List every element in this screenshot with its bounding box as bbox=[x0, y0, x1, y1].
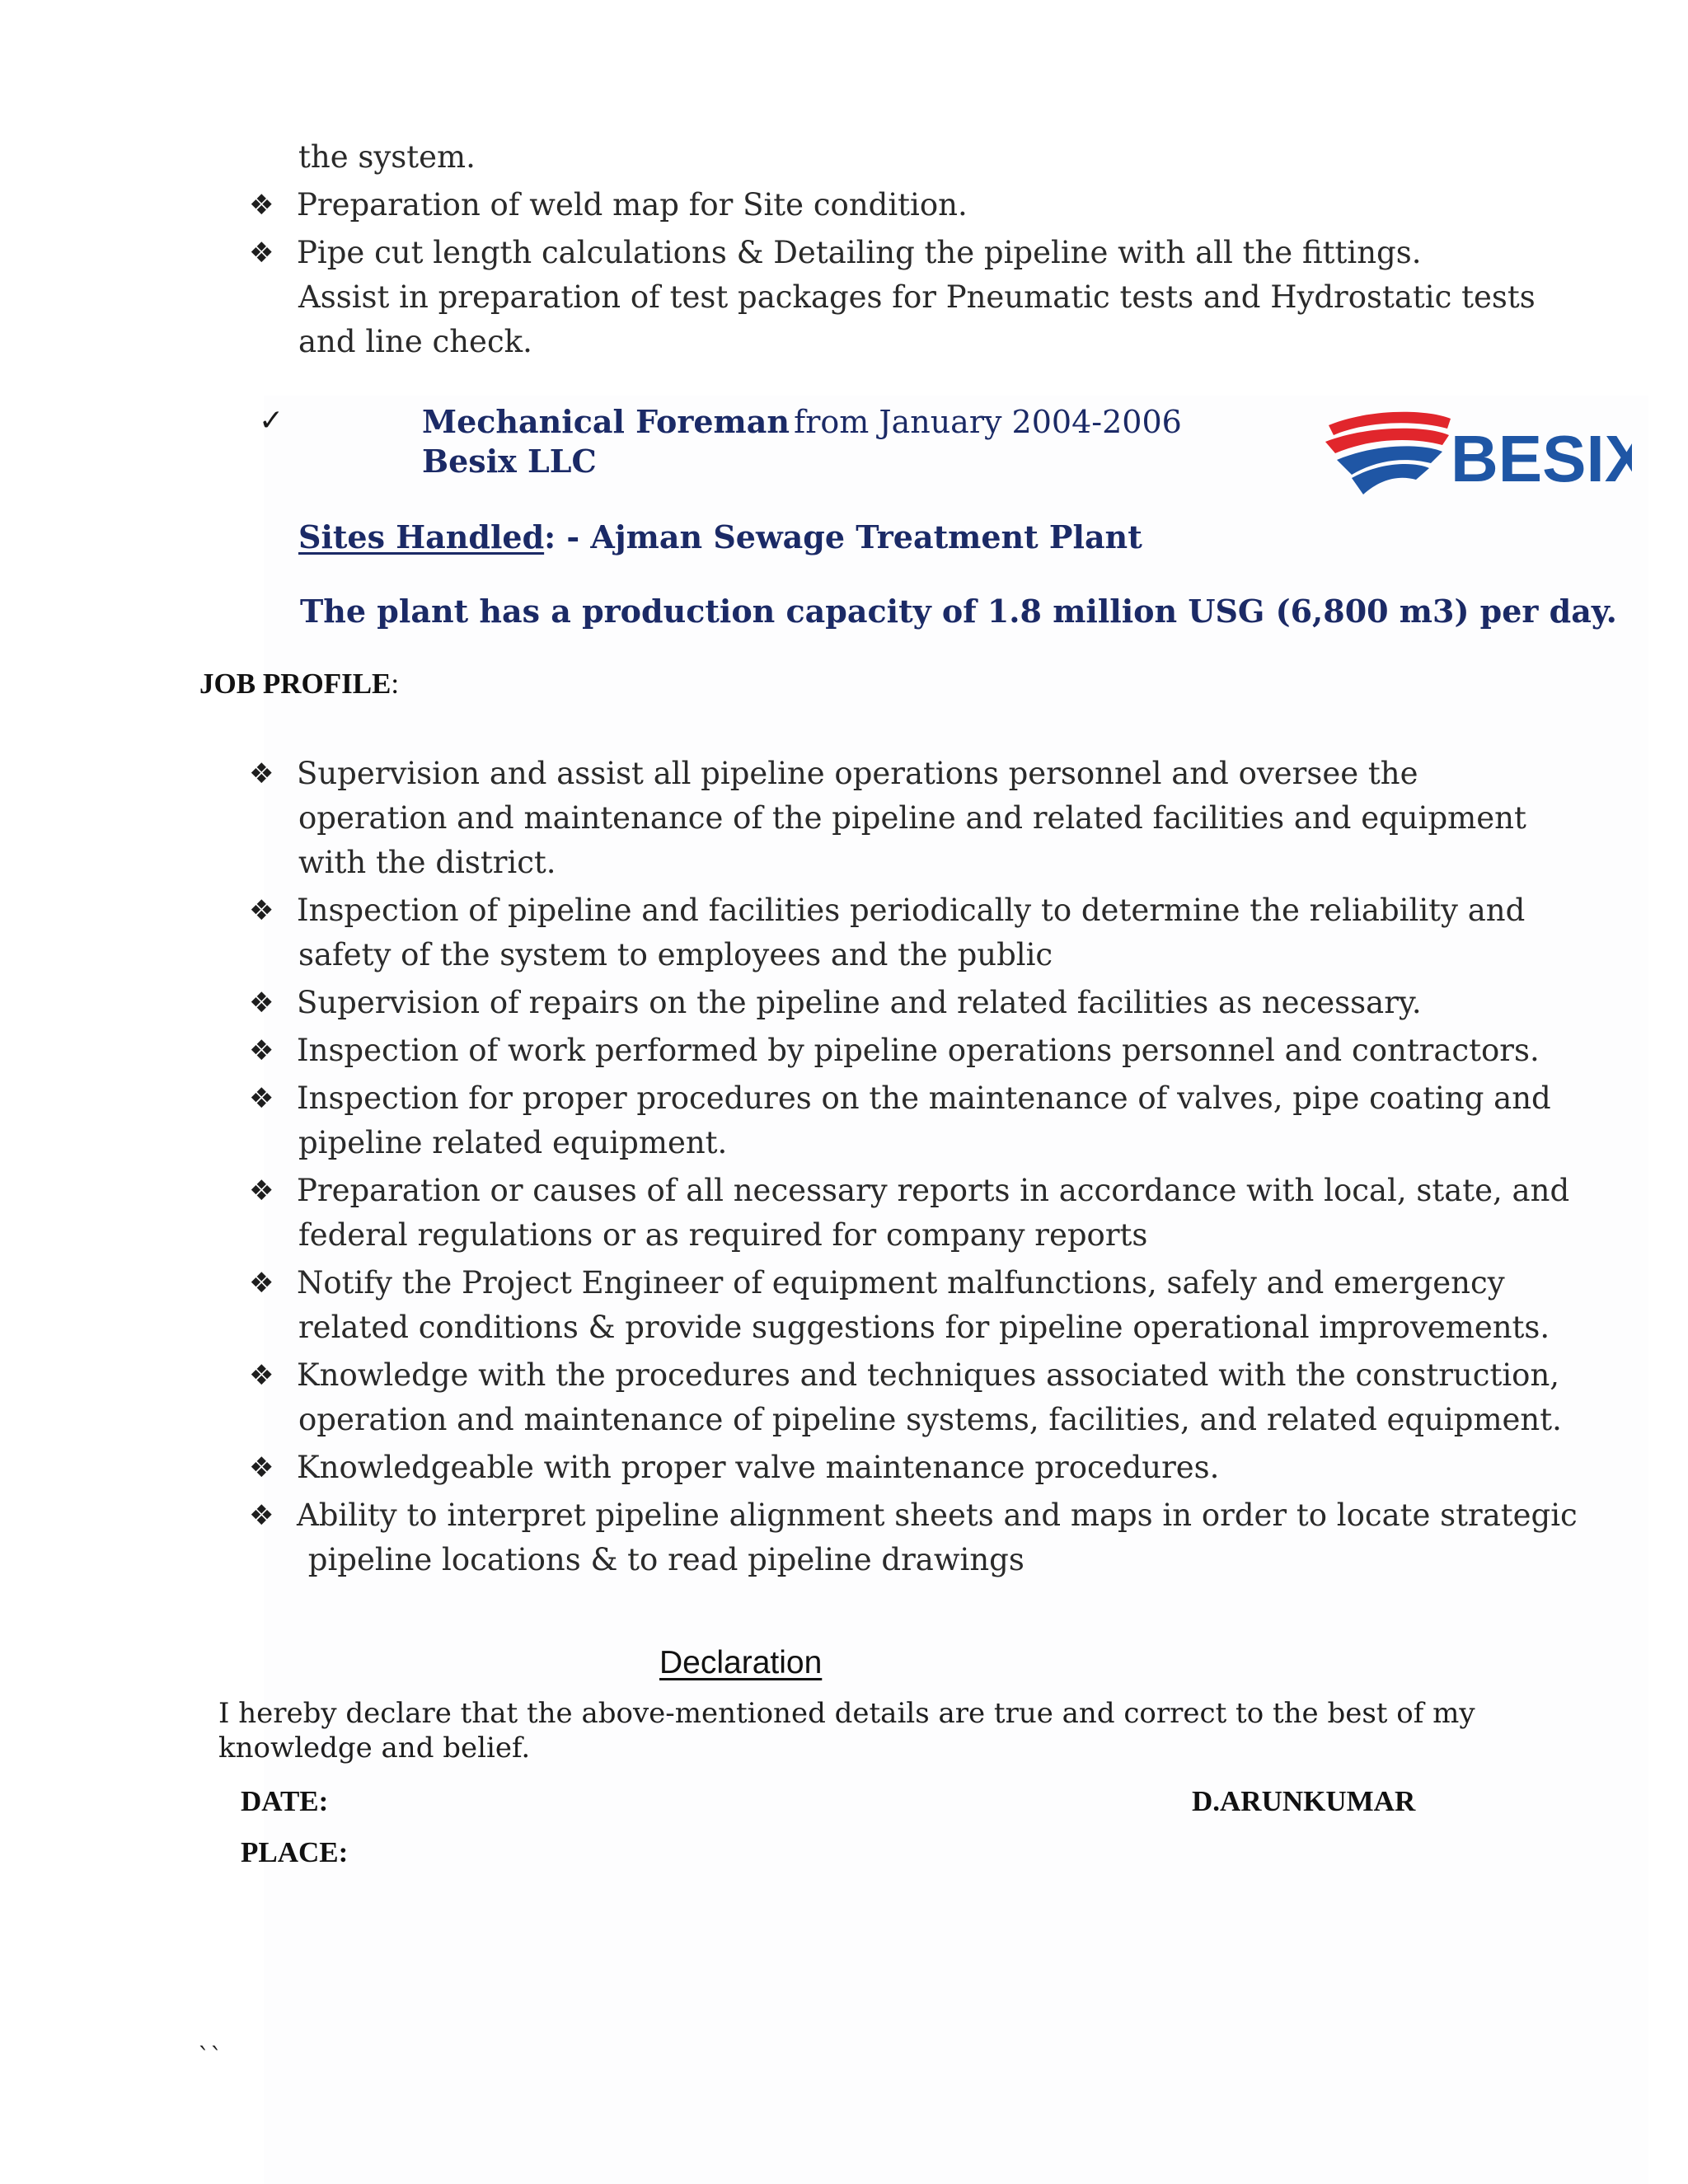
signatory-name: D.ARUNKUMAR bbox=[1192, 1785, 1416, 1817]
bullet-icon: ❖ bbox=[249, 1082, 274, 1115]
continuation-bullet-2: Pipe cut length calculations & Detailing the pipeline with all the fittings. bbox=[297, 235, 1422, 270]
declaration-line-2: knowledge and belief. bbox=[218, 1732, 531, 1765]
job-profile-item-line: Inspection of work performed by pipeline operations personnel and contractors. bbox=[297, 1033, 1540, 1068]
place-label: PLACE: bbox=[241, 1836, 349, 1868]
date-label: DATE: bbox=[241, 1785, 329, 1817]
job-profile-item-line: federal regulations or as required for company reports bbox=[298, 1217, 1148, 1253]
capacity-statement: The plant has a production capacity of 1.8 million USG (6,800 m3) per day. bbox=[300, 593, 1617, 630]
job-profile-item-line: Supervision and assist all pipeline operations personnel and oversee the bbox=[297, 756, 1418, 791]
bullet-icon: ❖ bbox=[249, 894, 274, 927]
job-profile-item-line: safety of the system to employees and the public bbox=[298, 937, 1053, 972]
footer-mark: `` bbox=[198, 2043, 223, 2072]
job-profile-item-line: related conditions & provide suggestions for pipeline operational improvements. bbox=[298, 1310, 1550, 1345]
job-profile-colon: : bbox=[391, 668, 400, 700]
bullet-icon: ❖ bbox=[249, 1359, 274, 1392]
job-profile-item-line: pipeline related equipment. bbox=[298, 1125, 728, 1160]
besix-logo-icon bbox=[1319, 409, 1632, 508]
bullet-icon: ❖ bbox=[249, 237, 274, 269]
job-profile-label: JOB PROFILE bbox=[199, 668, 392, 700]
besix-logo bbox=[1319, 409, 1632, 508]
job-profile-item-line: Notify the Project Engineer of equipment malfunctions, safely and emergency bbox=[297, 1265, 1505, 1301]
bullet-icon: ❖ bbox=[249, 1451, 274, 1484]
bullet-icon: ❖ bbox=[249, 757, 274, 790]
continuation-extra-line-2: and line check. bbox=[298, 324, 532, 359]
bullet-icon: ❖ bbox=[249, 1499, 274, 1532]
checkmark-icon: ✓ bbox=[259, 404, 284, 438]
sites-handled bbox=[298, 518, 1142, 557]
job-profile-item-line: Knowledge with the procedures and techniques associated with the construction, bbox=[297, 1357, 1560, 1393]
continuation-first-line: the system. bbox=[298, 139, 476, 175]
job-profile-item-line: Inspection for proper procedures on the maintenance of valves, pipe coating and bbox=[297, 1080, 1551, 1116]
job-profile-heading bbox=[199, 668, 399, 701]
sites-value: : - Ajman Sewage Treatment Plant bbox=[544, 518, 1142, 555]
job-profile-item-line: pipeline locations & to read pipeline drawings bbox=[298, 1542, 1025, 1577]
job-profile-item-line: operation and maintenance of the pipeline and related facilities and equipment bbox=[298, 800, 1526, 836]
job-profile-item-line: with the district. bbox=[298, 845, 556, 880]
job-profile-item-line: Ability to interpret pipeline alignment sheets and maps in order to locate strategic bbox=[297, 1497, 1578, 1533]
continuation-extra-line-1: Assist in preparation of test packages for Pneumatic tests and Hydrostatic tests bbox=[298, 279, 1536, 315]
bullet-icon: ❖ bbox=[249, 1174, 274, 1207]
job-profile-item-line: Inspection of pipeline and facilities periodically to determine the reliability and bbox=[297, 893, 1526, 928]
bullet-icon: ❖ bbox=[249, 1034, 274, 1067]
svg-text:BESIX: BESIX bbox=[1451, 422, 1632, 495]
sites-label: Sites Handled bbox=[298, 518, 545, 555]
bullet-icon: ❖ bbox=[249, 987, 274, 1019]
bullet-icon: ❖ bbox=[249, 1267, 274, 1300]
job-profile-item-line: Preparation or causes of all necessary reports in accordance with local, state, and bbox=[297, 1173, 1570, 1208]
position-title: Mechanical Foreman bbox=[422, 403, 790, 440]
company-name: Besix LLC bbox=[422, 443, 597, 480]
bullet-icon: ❖ bbox=[249, 189, 274, 222]
job-profile-item-line: Supervision of repairs on the pipeline and related facilities as necessary. bbox=[297, 985, 1422, 1020]
continuation-bullet-1: Preparation of weld map for Site condition. bbox=[297, 187, 968, 223]
declaration-title: Declaration bbox=[659, 1645, 823, 1680]
job-profile-item-line: operation and maintenance of pipeline systems, facilities, and related equipment. bbox=[298, 1402, 1562, 1437]
job-profile-item-line: Knowledgeable with proper valve maintenance procedures. bbox=[297, 1450, 1220, 1485]
position-period: from January 2004-2006 bbox=[794, 404, 1182, 440]
declaration-line-1: I hereby declare that the above-mentioned details are true and correct to the best of my bbox=[218, 1697, 1475, 1730]
